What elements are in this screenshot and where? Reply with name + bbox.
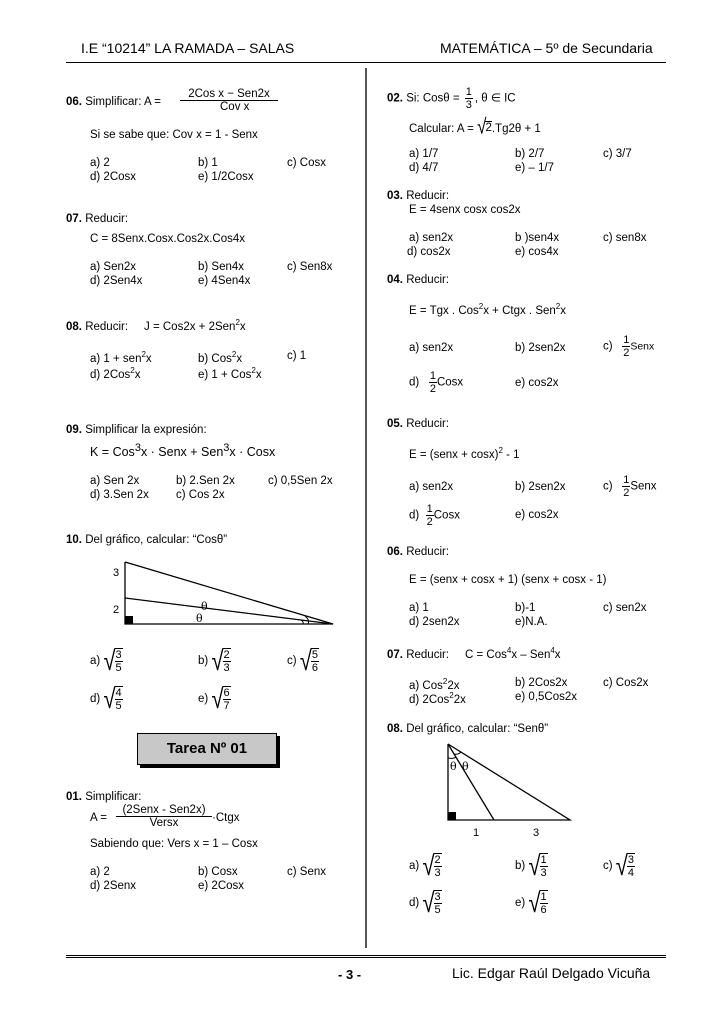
q06-option-e: e) 1/2Cosx [198, 171, 254, 183]
q10-theta-lower: θ [196, 612, 203, 625]
q06-condition: Si se sabe que: Cov x = 1 - Senx [90, 129, 258, 141]
q06r-option-d: d) 2sen2x [409, 616, 460, 628]
question-10: 10. Del gráfico, calcular: “Cosθ” [66, 534, 228, 546]
t01-ctgx: ·Ctgx [212, 812, 240, 824]
q07-option-c: c) Sen8x [287, 261, 333, 273]
q03-option-d: d) cos2x [407, 246, 451, 258]
q03-option-c: c) sen8x [603, 232, 647, 244]
tarea-title-box: Tarea Nº 01 [137, 733, 277, 765]
q04-option-b: b) 2sen2x [515, 342, 566, 354]
q02-option-d: d) 4/7 [409, 162, 439, 174]
q06-fraction: 2Cos x − Sen2x Cov x [180, 88, 278, 113]
q05-option-a: a) sen2x [409, 481, 454, 493]
q05-option-b: b) 2sen2x [515, 481, 566, 493]
q08-option-e: e) 1 + Cos$^2$x [198, 366, 262, 381]
q02-option-e: e) – 1/7 [515, 162, 554, 174]
right-question-03: 03. Reducir: [387, 190, 450, 202]
q08r-option-d: d) √ $\frac{3}{5}$ [409, 886, 441, 918]
q09-option-b: b) 2.Sen 2x [176, 475, 235, 487]
column-divider [365, 68, 367, 948]
q03-option-a: a) sen2x [409, 232, 454, 244]
q06-option-d: d) 2Cosx [90, 171, 137, 183]
q03-expression: E = 4senx cosx cos2x [409, 204, 521, 216]
q08r-theta-right: θ [462, 760, 469, 773]
q10-option-e: e) √ $\frac{6}{7}$ [198, 682, 230, 714]
q07r-option-d: d) 2Cos$^2$2x [409, 691, 466, 706]
q03-option-b: b )sen4x [515, 232, 560, 244]
q07r-option-a: a) Cos$^2$2x [409, 677, 460, 692]
q08-option-c: c) 1 [287, 350, 307, 362]
right-question-08: 08. Del gráfico, calcular: “Senθ” [387, 723, 549, 735]
q02-option-b: b) 2/7 [515, 148, 545, 160]
page-number: - 3 - [338, 967, 362, 982]
q08r-label-3: 3 [533, 827, 540, 839]
q05-option-d: d) $\frac{1}{2}$ Cosx [409, 503, 460, 528]
q07r-option-c: c) Cos2x [603, 677, 649, 689]
q04-expression: E = Tgx . Cos$^2$x + Ctgx . Sen$^2$x [409, 302, 566, 317]
q06r-option-b: b)-1 [515, 602, 536, 614]
q09-option-c: c) 0,5Sen 2x [268, 475, 333, 487]
right-question-06: 06. Reducir: [387, 546, 450, 558]
q07r-option-b: b) 2Cos2x [515, 677, 568, 689]
q02-option-c: c) 3/7 [603, 148, 632, 160]
question-09: 09. Simplificar la expresión: [66, 424, 207, 436]
right-question-02: 02. Si: Cosθ = $\frac{1}{3}$ , θ ∈ IC [387, 86, 516, 111]
header-left: I.E “10214” LA RAMADA – SALAS [81, 40, 295, 56]
t01-fraction: (2Senx - Sen2x) Versx [116, 804, 212, 829]
q03-option-e: e) cos4x [515, 246, 559, 258]
q08r-option-e: e) √ $\frac{1}{6}$ [515, 886, 547, 918]
t01-option-c: c) Senx [287, 866, 326, 878]
q08r-triangle-figure [440, 740, 580, 840]
q06-option-b: b) 1 [198, 157, 218, 169]
q08r-option-b: b) √ $\frac{1}{3}$ [515, 849, 547, 881]
q04-option-a: a) sen2x [409, 342, 454, 354]
q05-expression: E = (senx + cosx)$^2$ - 1 [409, 446, 520, 461]
question-08: 08. Reducir: J = Cos2x + 2Sen$^2$x [66, 318, 246, 333]
t01-condition: Sabiendo que: Vers x = 1 – Cosx [90, 838, 258, 850]
q07-option-b: b) Sen4x [198, 261, 245, 273]
q09-option-d: d) 3.Sen 2x [90, 489, 149, 501]
q05-option-e: e) cos2x [515, 509, 559, 521]
q10-label-3: 3 [113, 567, 120, 579]
question-06: 06. Simplificar: A = [66, 96, 161, 108]
q07-option-d: d) 2Sen4x [90, 275, 143, 287]
q08-option-a: a) 1 + sen$^2$x [90, 350, 152, 365]
q08-option-d: d) 2Cos$^2$x [90, 366, 141, 381]
q07-option-a: a) Sen2x [90, 261, 137, 273]
t01-option-a: a) 2 [90, 866, 110, 878]
q07r-option-e: e) 0,5Cos2x [515, 691, 578, 703]
q10-option-a: a) √ $\frac{3}{5}$ [90, 644, 122, 676]
q09-option-a: a) Sen 2x [90, 475, 140, 487]
header-rule [66, 62, 666, 63]
q06r-option-e: e)N.A. [515, 616, 548, 628]
right-question-04: 04. Reducir: [387, 274, 450, 286]
q08r-option-a: a) √ $\frac{2}{3}$ [409, 849, 441, 881]
footer-rule [66, 955, 666, 958]
q10-label-2: 2 [113, 604, 120, 616]
q08r-theta-left: θ [450, 760, 457, 773]
q08r-option-c: c) √ $\frac{3}{4}$ [603, 849, 634, 881]
t01-option-d: d) 2Senx [90, 880, 137, 892]
q10-option-c: c) √ $\frac{5}{6}$ [287, 644, 318, 676]
footer-author: Lic. Edgar Raúl Delgado Vicuña [452, 965, 651, 981]
q02-option-a: a) 1/7 [409, 148, 439, 160]
right-question-05: 05. Reducir: [387, 418, 450, 430]
q04-option-d: d) $\frac{1}{2}$ Cosx [409, 370, 464, 395]
t01-option-e: e) 2Cosx [198, 880, 245, 892]
q06r-expression: E = (senx + cosx + 1) (senx + cosx - 1) [409, 574, 607, 586]
right-question-07: 07. Reducir: C = Cos$^4$x – Sen$^4$x [387, 646, 561, 661]
header-right: MATEMÁTICA – 5º de Secundaria [440, 40, 653, 56]
q08r-label-1: 1 [473, 827, 480, 839]
tarea-question-01: 01. Simplificar: [66, 791, 142, 803]
q10-option-b: b) √ $\frac{2}{3}$ [198, 644, 230, 676]
q06r-option-a: a) 1 [409, 602, 429, 614]
q06r-option-c: c) sen2x [603, 602, 647, 614]
q04-option-e: e) cos2x [515, 377, 559, 389]
q05-option-c: c) $\frac{1}{2}$ Senx [603, 474, 657, 499]
q06-option-a: a) 2 [90, 157, 110, 169]
q10-triangle-figure [105, 558, 345, 630]
q09-option-e: c) Cos 2x [176, 489, 225, 501]
question-07: 07. Reducir: [66, 213, 129, 225]
t01-A-label: A = [90, 812, 107, 824]
q04-option-c: c) $\frac{1}{2}$ Senx [603, 334, 655, 359]
q10-option-d: d) √ $\frac{4}{5}$ [90, 682, 122, 714]
q07-expression: C = 8Senx.Cosx.Cos2x.Cos4x [90, 233, 245, 245]
q10-theta-upper: θ [201, 600, 208, 613]
t01-option-b: b) Cosx [198, 866, 238, 878]
q06-option-c: c) Cosx [287, 157, 326, 169]
q02-calculate: Calcular: A = √ 2 .Tg2θ + 1 [409, 114, 541, 139]
q09-expression: K = Cos$^3$x · Senx + Sen$^3$x · Cosx [90, 442, 276, 460]
q07-option-e: e) 4Sen4x [198, 275, 251, 287]
q08-option-b: b) Cos$^2$x [198, 350, 243, 365]
